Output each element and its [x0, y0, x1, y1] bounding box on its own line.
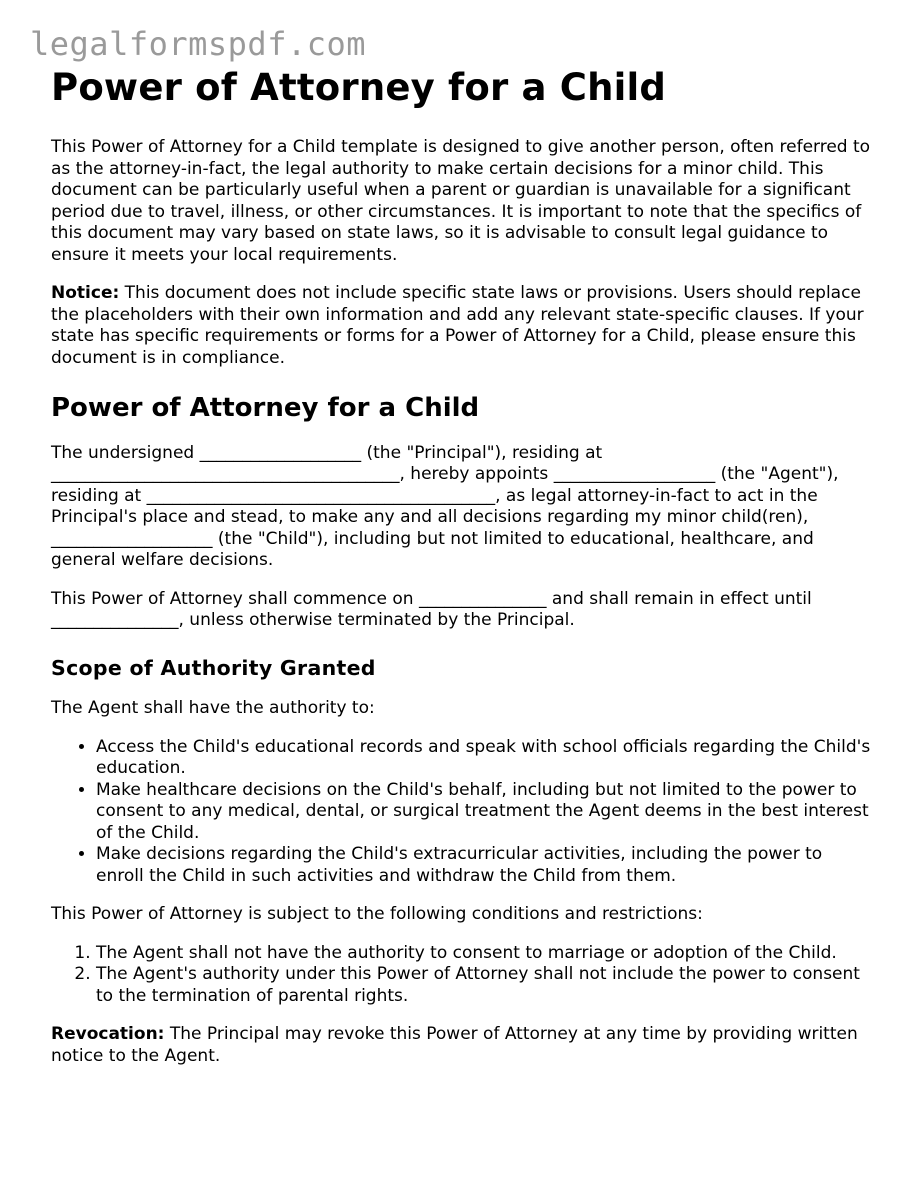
- notice-paragraph: [51, 283, 873, 369]
- section-title: Power of Attorney for a Child: [51, 393, 480, 424]
- scope-heading: Scope of Authority Granted: [51, 655, 376, 680]
- intro-paragraph: This Power of Attorney for a Child template is designed to give another person, often referred to as the attorney-in-fact, the legal authority to make certain decisions for a minor child. This document can be particularly useful when a parent or guardian is unavailable for a significant period due to travel, illness, or other circumstances. It is important to note that the specifics of this document may vary based on state laws, so it is advisable to consult legal guidance to ensure it meets your local requirements.: [51, 137, 871, 265]
- revocation-text: The Principal may revoke this Power of Attorney at any time by providing written notice to the Agent.: [51, 1024, 858, 1066]
- page-title: Power of Attorney for a Child: [51, 66, 667, 109]
- revocation-paragraph: [51, 1024, 873, 1067]
- document-body: [51, 66, 873, 1084]
- conditions-intro: This Power of Attorney is subject to the following conditions and restrictions:: [51, 904, 703, 925]
- watermark: legalformspdf.com: [30, 25, 367, 63]
- appointment-paragraph: The undersigned ___________________ (the "Principal"), residing at _________________________________________, hereby appoints ___________________ (the "Agent"), residing at _________________________________________, as legal attorney-in-fact to act in the Principal's place and stead, to make any and all decisions regarding my minor child(ren), ___________________ (the "Child"), including but not limited to educational, healthcare, and general welfare decisions.: [51, 442, 839, 571]
- list-item: 2. The Agent's authority under this Power of Attorney shall not include the power to consent to the termination of parental rights.: [96, 964, 873, 1007]
- list-item: • Access the Child's educational records and speak with school officials regarding the Child's education.: [96, 737, 873, 780]
- conditions-list: [51, 943, 873, 1008]
- notice-label: Notice:: [51, 283, 120, 304]
- list-item: 1. The Agent shall not have the authority to consent to marriage or adoption of the Child.: [96, 943, 873, 965]
- scope-list: [51, 737, 873, 888]
- list-item: • Make healthcare decisions on the Child's behalf, including but not limited to the power to consent to any medical, dental, or surgical treatment the Agent deems in the best interest of the Child.: [96, 780, 873, 845]
- duration-paragraph: This Power of Attorney shall commence on _______________ and shall remain in effect until _______________, unless otherwise terminated by the Principal.: [51, 588, 812, 631]
- notice-text: This document does not include specific state laws or provisions. Users should replace the placeholders with their own information and add any relevant state-specific clauses. If your state has specific requirements or forms for a Power of Attorney for a Child, please ensure this document is in compliance.: [51, 283, 864, 368]
- list-item: • Make decisions regarding the Child's extracurricular activities, including the power to enroll the Child in such activities and withdraw the Child from them.: [96, 844, 873, 887]
- scope-intro: The Agent shall have the authority to:: [51, 698, 375, 719]
- revocation-label: Revocation:: [51, 1024, 165, 1045]
